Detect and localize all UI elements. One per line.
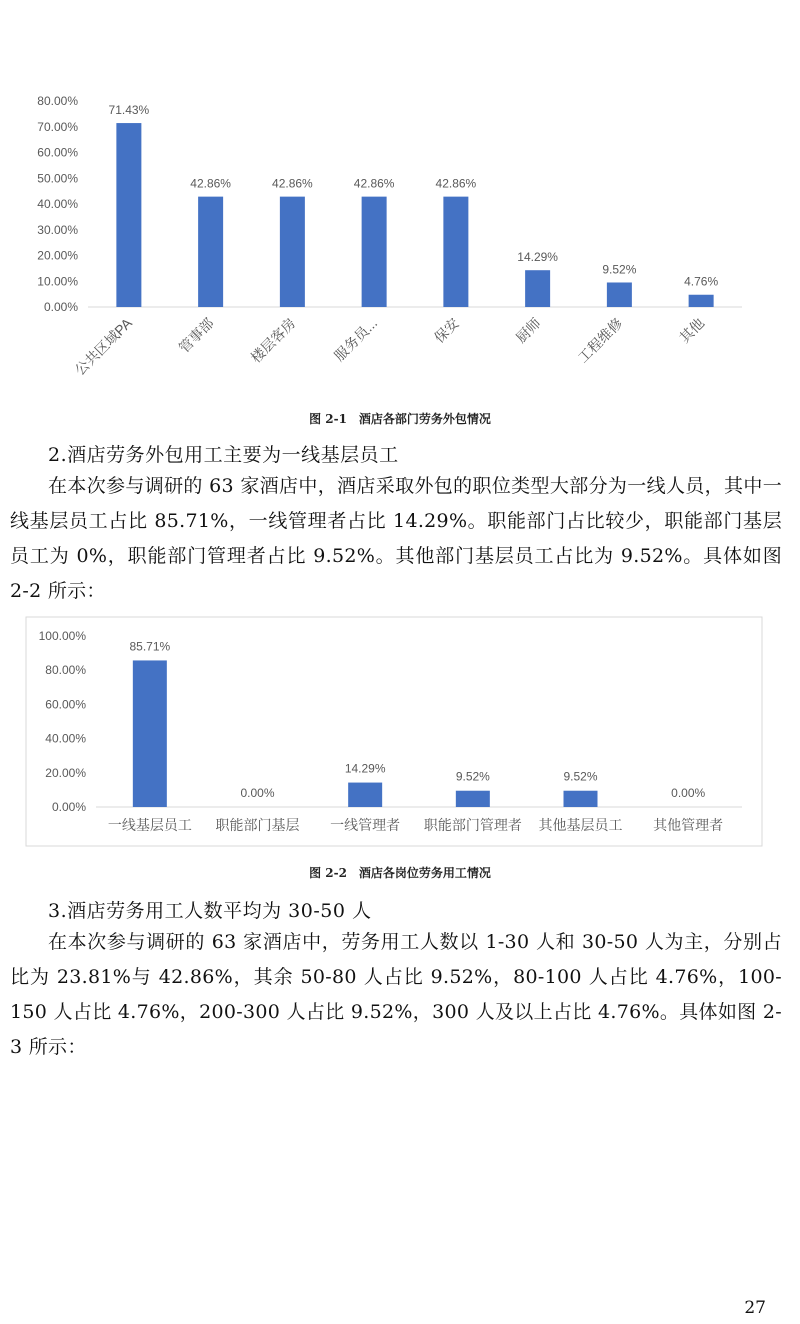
y-tick-label: 40.00% bbox=[45, 731, 86, 746]
x-category-label: 管事部 bbox=[175, 314, 217, 356]
y-tick-label: 40.00% bbox=[37, 197, 78, 211]
bar-value-label: 14.29% bbox=[344, 761, 386, 776]
bar-value-label: 0.00% bbox=[671, 786, 706, 800]
bar-value-label: 42.86% bbox=[190, 176, 231, 191]
y-tick-label: 10.00% bbox=[37, 274, 78, 289]
y-tick-label: 50.00% bbox=[37, 171, 78, 186]
bar-value-label: 14.29% bbox=[517, 250, 558, 265]
bar-value-label: 42.86% bbox=[435, 176, 477, 191]
y-tick-label: 100.00% bbox=[38, 629, 86, 643]
x-category-label: 其他基层员工 bbox=[538, 817, 623, 833]
x-category-label: 其他管理者 bbox=[653, 817, 724, 833]
y-tick-label: 20.00% bbox=[45, 765, 86, 780]
x-category-label: 其他 bbox=[676, 314, 708, 346]
x-category-label: 保安 bbox=[430, 314, 462, 346]
bar bbox=[133, 660, 167, 807]
bar bbox=[348, 783, 382, 807]
y-tick-label: 20.00% bbox=[37, 248, 78, 263]
bar bbox=[198, 197, 223, 307]
section-2-paragraph: 在本次参与调研的 63 家酒店中，酒店采取外包的职位类型大部分为一线人员，其中一线基层员工占比 85.71%，一线管理者占比 14.29%。职能部门占比较少，职能部门基层员工为 0%，职能部门管理者占比 9.52%。其他部门基层员工占比为 9.52%。具体如图 2-2 所示： bbox=[10, 475, 782, 602]
bar-value-label: 42.86% bbox=[272, 176, 313, 191]
y-tick-label: 80.00% bbox=[45, 663, 86, 678]
y-tick-label: 70.00% bbox=[37, 119, 78, 134]
figure-2-2-bar-chart bbox=[0, 615, 800, 850]
y-tick-label: 30.00% bbox=[37, 222, 78, 237]
section-2-heading: 2.酒店劳务外包用工主要为一线基层员工 bbox=[48, 444, 399, 466]
y-tick-label: 0.00% bbox=[43, 300, 78, 314]
x-category-label: 一线基层员工 bbox=[107, 817, 192, 833]
bar bbox=[443, 197, 468, 307]
figure-2-1-caption: 图 2-1 酒店各部门劳务外包情况 bbox=[309, 412, 491, 426]
y-tick-label: 60.00% bbox=[37, 145, 78, 160]
bar-value-label: 9.52% bbox=[455, 769, 490, 784]
x-category-label: 工程维修 bbox=[574, 314, 626, 366]
x-category-label: 职能部门管理者 bbox=[423, 817, 522, 833]
bar bbox=[280, 197, 305, 307]
y-tick-label: 60.00% bbox=[45, 697, 86, 712]
bar bbox=[689, 295, 714, 307]
bar bbox=[564, 791, 598, 807]
bar bbox=[607, 282, 632, 307]
section-3-heading: 3.酒店劳务用工人数平均为 30-50 人 bbox=[48, 900, 372, 922]
x-category-label: 一线管理者 bbox=[330, 817, 401, 833]
bar bbox=[456, 791, 490, 807]
bar bbox=[116, 123, 141, 307]
page-number: 27 bbox=[744, 1298, 766, 1318]
figure-2-2-caption: 图 2-2 酒店各岗位劳务用工情况 bbox=[309, 866, 491, 880]
figure-2-1-bar-chart bbox=[0, 80, 800, 400]
x-category-label: 职能部门基层 bbox=[215, 817, 300, 833]
bar-value-label: 42.86% bbox=[353, 176, 395, 191]
bar-value-label: 71.43% bbox=[108, 103, 150, 118]
bar-value-label: 85.71% bbox=[129, 639, 171, 654]
x-category-label: 厨师 bbox=[512, 314, 544, 346]
bar-value-label: 4.76% bbox=[684, 274, 719, 289]
y-tick-label: 80.00% bbox=[37, 94, 78, 108]
x-category-label: 楼层客房 bbox=[247, 314, 299, 366]
bar bbox=[525, 270, 550, 307]
x-category-label: 公共区域PA bbox=[71, 314, 135, 379]
bar-value-label: 0.00% bbox=[240, 786, 275, 800]
y-tick-label: 0.00% bbox=[51, 800, 86, 814]
section-3-paragraph: 在本次参与调研的 63 家酒店中，劳务用工人数以 1-30 人和 30-50 人为主，分别占比为 23.81%与 42.86%，其余 50-80 人占比 9.52%，80-100 人占比 4.76%，100-150 人占比 4.76%，200-300 人占比 9.52%，300 人及以上占比 4.76%。具体如图 2-3 所示： bbox=[10, 931, 782, 1058]
x-category-label: 服务员... bbox=[330, 314, 381, 365]
bar bbox=[362, 197, 387, 307]
bar-value-label: 9.52% bbox=[602, 262, 637, 277]
bar-value-label: 9.52% bbox=[563, 769, 598, 784]
